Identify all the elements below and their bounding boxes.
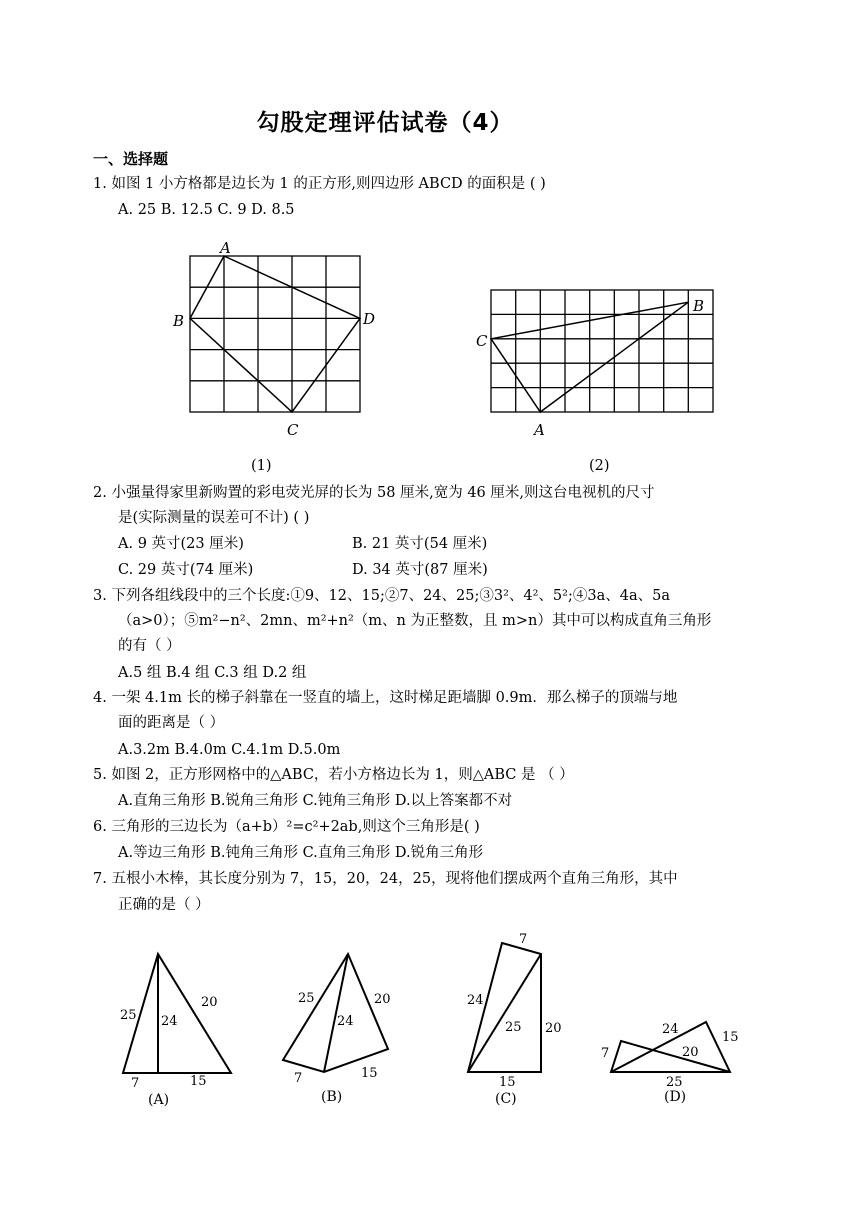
q7a-label-25: 25 (120, 1008, 137, 1023)
figure-1-caption: (1) (251, 458, 272, 474)
q7c-label-15: 15 (499, 1075, 516, 1090)
question-3-line-1: 3. 下列各组线段中的三个长度:①9、12、15;②7、24、25;③3²、4²、5²;④3a、4a、5a (93, 588, 670, 604)
q7c-label-24: 24 (467, 993, 484, 1008)
question-2-option-b: B. 21 英寸(54 厘米) (352, 536, 488, 552)
q7c-caption: (C) (495, 1091, 517, 1107)
q7c-label-20: 20 (545, 1021, 562, 1036)
q7b-label-25: 25 (298, 991, 315, 1006)
q7a-label-24: 24 (161, 1014, 178, 1029)
page-title: 勾股定理评估试卷（4） (256, 110, 514, 136)
question-2-option-d: D. 34 英寸(87 厘米) (352, 562, 488, 578)
fig1-label-b: B (173, 312, 185, 330)
question-6-line-1: 6. 三角形的三边长为（a+b）²=c²+2ab,则这个三角形是( ) (93, 819, 480, 835)
question-2-line-2: 是(实际测量的误差可不计) ( ) (118, 510, 310, 526)
q7b-label-15: 15 (361, 1066, 378, 1081)
fig1-label-c: C (287, 421, 299, 438)
q7d-label-15: 15 (722, 1030, 739, 1045)
question-5-options: A.直角三角形 B.锐角三角形 C.钝角三角形 D.以上答案都不对 (118, 793, 513, 809)
question-4-line-1: 4. 一架 4.1m 长的梯子斜靠在一竖直的墙上，这时梯足距墙脚 0.9m．那么梯子的顶端与地 (93, 690, 678, 706)
question-2-option-c: C. 29 英寸(74 厘米) (118, 562, 254, 578)
question-4-line-2: 面的距离是（ ） (118, 715, 225, 731)
fig1-label-a: A (220, 239, 231, 257)
q7-figure-a (110, 945, 250, 1115)
question-1-text: 1. 如图 1 小方格都是边长为 1 的正方形,则四边形 ABCD 的面积是 ( ) (93, 176, 546, 192)
q7d-label-24: 24 (662, 1022, 679, 1037)
question-6-options: A.等边三角形 B.钝角三角形 C.直角三角形 D.锐角三角形 (118, 845, 484, 861)
fig2-label-c: C (476, 332, 488, 350)
q7b-label-20: 20 (374, 992, 391, 1007)
q7-figure-d (590, 1010, 750, 1110)
question-1-options: A. 25 B. 12.5 C. 9 D. 8.5 (118, 202, 295, 218)
question-5-line-1: 5. 如图 2，正方形网格中的△ABC，若小方格边长为 1，则△ABC 是 （ ） (93, 767, 574, 783)
question-2-option-a: A. 9 英寸(23 厘米) (118, 536, 244, 552)
figure-2-grid (470, 282, 720, 442)
q7-figure-b (275, 945, 405, 1115)
question-3-line-2: （a>0）；⑤m²−n²、2mn、m²+n²（m、n 为正整数，且 m>n）其中可以构成直角三角形 (118, 613, 712, 629)
q7d-caption: (D) (664, 1089, 687, 1105)
q7b-label-7: 7 (294, 1071, 303, 1086)
q7b-label-24: 24 (337, 1014, 354, 1029)
q7b-caption: (B) (321, 1089, 343, 1105)
q7a-label-15: 15 (190, 1074, 207, 1089)
question-7-line-1: 7. 五根小木棒，其长度分别为 7，15，20，24，25，现将他们摆成两个直角三角形，其中 (93, 871, 678, 887)
q7d-label-7: 7 (601, 1046, 610, 1061)
q7d-label-20: 20 (682, 1045, 699, 1060)
fig2-label-a: A (534, 421, 545, 439)
q7a-caption: (A) (148, 1092, 170, 1108)
figure-1-grid (160, 238, 400, 438)
section-heading: 一、选择题 (93, 150, 169, 168)
question-7-line-2: 正确的是（ ） (118, 897, 210, 913)
fig1-label-d: D (363, 310, 376, 328)
q7c-label-7: 7 (519, 932, 528, 947)
question-3-line-3: 的有（ ） (118, 638, 181, 654)
q7c-label-25: 25 (505, 1020, 522, 1035)
q7-figure-c (455, 925, 585, 1110)
figure-2-caption: (2) (589, 458, 610, 474)
q7a-label-7: 7 (131, 1076, 140, 1091)
question-3-options: A.5 组 B.4 组 C.3 组 D.2 组 (118, 665, 307, 681)
q7a-label-20: 20 (201, 995, 218, 1010)
question-4-options: A.3.2m B.4.0m C.4.1m D.5.0m (118, 742, 341, 758)
fig2-label-b: B (693, 297, 705, 315)
q7d-label-25: 25 (666, 1075, 683, 1090)
question-2-line-1: 2. 小强量得家里新购置的彩电荧光屏的长为 58 厘米,宽为 46 厘米,则这台电视机的尺寸 (93, 485, 655, 501)
